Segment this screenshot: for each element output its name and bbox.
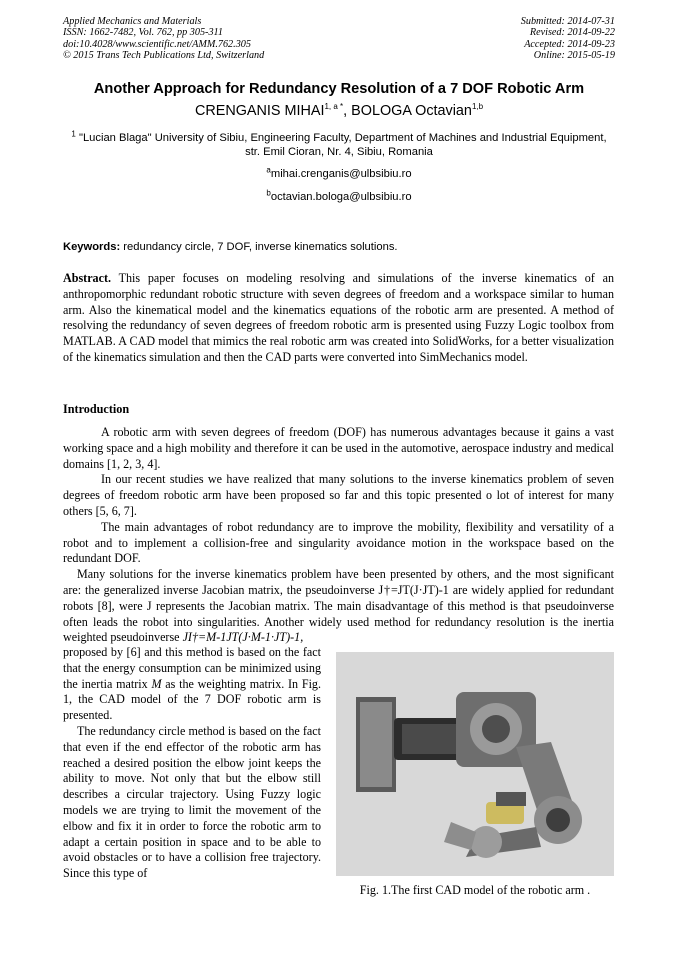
keywords-text: redundancy circle, 7 DOF, inverse kinematics solutions. — [120, 241, 398, 253]
revised-date: Revised: 2014-09-22 — [529, 27, 615, 39]
keywords-label: Keywords: — [63, 241, 121, 253]
accepted-date: Accepted: 2014-09-23 — [524, 38, 615, 50]
copyright-line: © 2015 Trans Tech Publications Ltd, Switzerland — [63, 50, 265, 62]
robotic-arm-illustration — [336, 652, 614, 876]
email-2-sup: b — [266, 188, 271, 198]
email-2 — [0, 188, 678, 203]
paper-title: Another Approach for Redundancy Resolution of a 7 DOF Robotic Arm — [93, 81, 585, 97]
weighted-pseudoinverse-formula: JI†=M-1JT(J·M-1·JT)-1, — [182, 630, 304, 645]
doi-line: doi:10.4028/www.scientific.net/AMM.762.305 — [63, 38, 251, 50]
author-separator: , — [343, 103, 352, 119]
paragraph-3: The main advantages of robot redundancy are to improve the mobility, flexibility and versatility of a robot and to implement a collision-free and singularity avoidance motion in the workspace based on the redundant DOF. — [63, 519, 614, 566]
email-1-address: mihai.crenganis@ulbsibiu.ro — [270, 168, 412, 180]
submitted-date: Submitted: 2014-07-31 — [520, 16, 615, 27]
journal-name: Applied Mechanics and Materials — [63, 16, 202, 27]
inertia-matrix-var: M — [151, 676, 162, 691]
abstract — [63, 271, 614, 366]
affiliation-text: "Lucian Blaga" University of Sibiu, Engineering Faculty, Department of Machines and Industrial Equipment, str. Emil Cioran, Nr. 4, Sibiu, Romania — [78, 132, 607, 159]
author-2-name: BOLOGA Octavian — [351, 103, 472, 119]
introduction-body — [63, 425, 614, 646]
paragraph-5-part-a: proposed by [6] and this method is based on the fact that the energy consumption can be minimized using the inertia matrix — [63, 645, 321, 691]
email-1-sup: a — [266, 165, 271, 175]
section-heading-introduction: Introduction — [63, 402, 130, 416]
paragraph-4-text: Many solutions for the inverse kinematics problem have been presented by others, and the most significant are: the generalized inverse Jacobian matrix, the pseudoinverse J†=JT(J·JT)-1 are widely applied for redundant robots [8], were J represents the Jacobian matrix. The main disadvantage of this method is that pseudoinverse often leads the robot into singularities. Another widely used method for redundancy resolution is the inertia weighted pseudoinverse — [63, 567, 614, 645]
email-1 — [0, 165, 678, 180]
email-2-address: octavian.bologa@ulbsibiu.ro — [270, 191, 412, 203]
issn-line: ISSN: 1662-7482, Vol. 762, pp 305-311 — [63, 27, 223, 39]
journal-header-right — [521, 16, 615, 62]
figure-1-caption: Fig. 1.The first CAD model of the robotic arm . — [359, 883, 591, 897]
author-2-sup: 1,b — [471, 102, 484, 112]
paragraph-4 — [63, 567, 614, 646]
affiliation-sup: 1 — [71, 129, 76, 139]
keywords — [63, 241, 623, 253]
figure-1-cad-model — [336, 652, 614, 876]
paragraph-5 — [63, 645, 321, 724]
author-1-name: CRENGANIS MIHAI — [194, 103, 325, 119]
paragraph-2: In our recent studies we have realized that many solutions to the inverse kinematics problem of seven degrees of freedom robotic arm have been proposed so far and this topic presented o lot of interest for many others [5, 6, 7]. — [63, 472, 614, 518]
author-line — [0, 103, 678, 119]
affiliation — [66, 131, 612, 159]
paragraph-5-part-b: as the weighting matrix. In Fig. 1, the CAD model of the 7 DOF robotic arm is presented. — [63, 676, 321, 723]
online-date: Online: 2015-05-19 — [533, 50, 615, 62]
abstract-label: Abstract. — [63, 271, 112, 285]
left-column-text — [63, 645, 321, 882]
paragraph-6: The redundancy circle method is based on the fact that even if the end effector of the robotic arm has reached a desired position the elbow joint keeps the ability to move. Not only that but the elbow still describes a circular trajectory. Using Fuzzy logic models we are trying to limit the movement of the elbow and fix it in order to force the robotic arm to adapt a certain position in space and to be able to avoid obstacles or to have a collision free trajectory. Since this type of — [63, 723, 321, 881]
author-1-sup: 1, a * — [324, 102, 344, 112]
journal-header-left — [63, 16, 264, 62]
paragraph-1: A robotic arm with seven degrees of freedom (DOF) has numerous advantages because it gains a vast working space and a high mobility and therefore it can be used in the automotive, aerospace industry and medical domains [1, 2, 3, 4]. — [63, 425, 614, 471]
abstract-text: This paper focuses on modeling resolving and simulations of the inverse kinematics of an anthropomorphic redundant robotic structure with seven degrees of freedom and a workspace similar to human arm. Also the kinematical model and the kinematics equations of the robotic arm are presented. A method of resolving the redundancy of seven degrees of freedom robotic arm is presented using Fuzzy Logic toolbox from MATLAB. A CAD model that mimics the real robotic arm was created into SolidWorks, for a better visualization of the kinematics simulation and then the CAD parts were converted into SimMechanics model. — [63, 271, 614, 364]
